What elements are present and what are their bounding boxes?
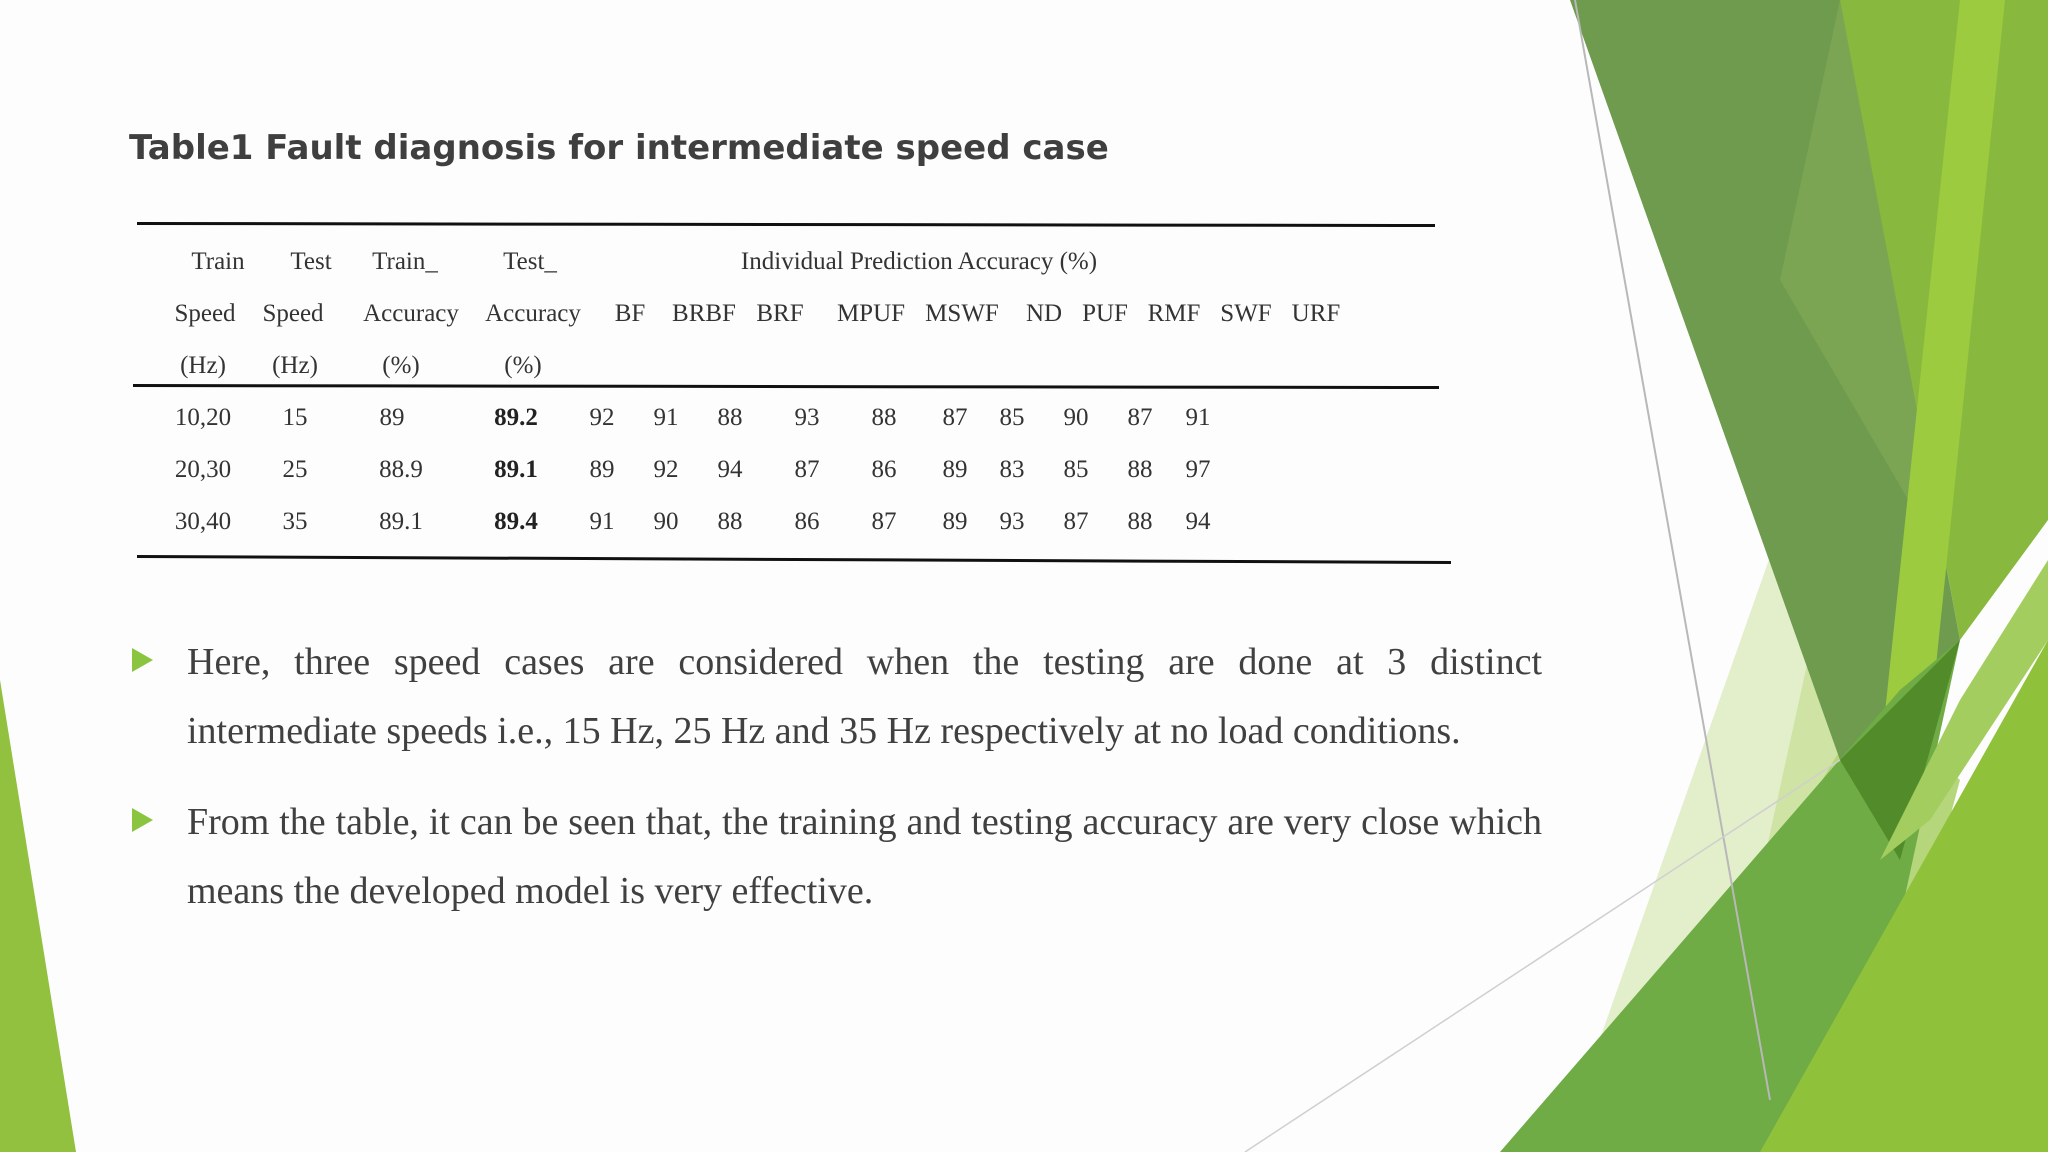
table-cell: 88 xyxy=(717,508,743,535)
table-cell-highlight: 89.1 xyxy=(494,456,538,483)
table-top-rule xyxy=(137,222,1435,227)
table-cell: 86 xyxy=(871,456,897,483)
header-cell: MPUF xyxy=(836,300,906,327)
bullet-text: From the table, it can be seen that, the training and testing accuracy are very close which means the developed model is very effective. xyxy=(187,801,1542,912)
table-cell: 87 xyxy=(1063,508,1089,535)
table-cell: 89 xyxy=(942,456,968,483)
table-cell: 15 xyxy=(282,404,308,431)
table-cell: 85 xyxy=(1063,456,1089,483)
bullet-item xyxy=(130,628,1542,766)
header-cell: MSWF xyxy=(925,300,999,327)
table-cell: 89 xyxy=(942,508,968,535)
triangle-bullet-icon xyxy=(132,648,153,672)
header-cell: BRF xyxy=(756,300,804,327)
header-cell: Accuracy xyxy=(485,300,581,327)
table-cell: 91 xyxy=(589,508,615,535)
table-cell: 88 xyxy=(1127,508,1153,535)
table-cell: 92 xyxy=(653,456,679,483)
table-cell: 87 xyxy=(871,508,897,535)
header-cell: (Hz) xyxy=(180,352,226,379)
table-cell: 90 xyxy=(653,508,679,535)
table-cell: 89.1 xyxy=(379,508,423,535)
header-cell: BRBF xyxy=(672,300,736,327)
table-cell-highlight: 89.4 xyxy=(494,508,538,535)
table-cell: 97 xyxy=(1185,456,1211,483)
table-cell: 88 xyxy=(1127,456,1153,483)
header-cell: ND xyxy=(1025,300,1063,327)
table-cell: 87 xyxy=(1127,404,1153,431)
header-cell: Speed xyxy=(174,300,236,327)
header-cell: (%) xyxy=(504,352,542,379)
table-cell: 90 xyxy=(1063,404,1089,431)
table-cell: 88 xyxy=(717,404,743,431)
table-cell: 92 xyxy=(589,404,615,431)
table-bottom-rule xyxy=(137,555,1451,564)
header-cell: Test xyxy=(290,248,332,275)
header-cell: Speed xyxy=(262,300,324,327)
table-cell: 89 xyxy=(589,456,615,483)
header-cell: PUF xyxy=(1082,300,1128,327)
table-cell-highlight: 89.2 xyxy=(494,404,538,431)
group-header: Individual Prediction Accuracy (%) xyxy=(740,248,1098,275)
table-cell: 87 xyxy=(794,456,820,483)
table-cell: 94 xyxy=(1185,508,1211,535)
table-cell: 91 xyxy=(653,404,679,431)
table-cell: 94 xyxy=(717,456,743,483)
header-cell: (Hz) xyxy=(272,352,318,379)
table-cell: 93 xyxy=(999,508,1025,535)
slide-title: Table1 Fault diagnosis for intermediate speed case xyxy=(129,128,1109,168)
header-cell: BF xyxy=(614,300,646,327)
table-cell: 85 xyxy=(999,404,1025,431)
header-cell: Test_ xyxy=(503,248,557,275)
table-cell: 93 xyxy=(794,404,820,431)
table-cell: 88.9 xyxy=(379,456,423,483)
table-cell: 10,20 xyxy=(174,404,232,431)
bullet-item xyxy=(130,788,1542,926)
table-cell: 87 xyxy=(942,404,968,431)
table-cell: 86 xyxy=(794,508,820,535)
table-header-rule xyxy=(133,384,1439,389)
header-cell: Train_ xyxy=(372,248,438,275)
table-cell: 20,30 xyxy=(174,456,232,483)
table-cell: 83 xyxy=(999,456,1025,483)
bullet-list xyxy=(130,628,1542,948)
table-cell: 30,40 xyxy=(174,508,232,535)
table-cell: 89 xyxy=(379,404,405,431)
header-cell: Accuracy xyxy=(363,300,459,327)
header-cell: Train xyxy=(191,248,245,275)
table-cell: 35 xyxy=(282,508,308,535)
header-cell: URF xyxy=(1291,300,1341,327)
table-cell: 25 xyxy=(282,456,308,483)
header-cell: RMF xyxy=(1147,300,1201,327)
table-cell: 91 xyxy=(1185,404,1211,431)
header-cell: SWF xyxy=(1220,300,1272,327)
header-cell: (%) xyxy=(382,352,420,379)
bullet-text: Here, three speed cases are considered when the testing are done at 3 distinct intermediate speeds i.e., 15 Hz, 25 Hz and 35 Hz respectively at no load conditions. xyxy=(187,641,1542,752)
table-cell: 88 xyxy=(871,404,897,431)
triangle-bullet-icon xyxy=(132,808,153,832)
